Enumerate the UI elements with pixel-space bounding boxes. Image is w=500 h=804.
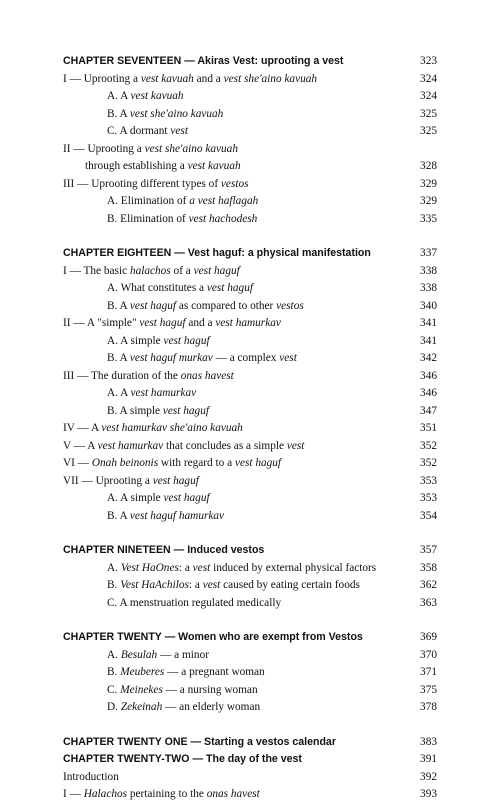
page-number: 338	[420, 264, 437, 277]
entry-title: D. Zekeinah — an elderly woman	[107, 701, 261, 713]
page-number: 362	[420, 579, 437, 591]
section-spacer	[63, 717, 437, 734]
page-number: 352	[420, 457, 437, 469]
page-number: 363	[420, 596, 437, 609]
toc-entry	[63, 263, 437, 281]
toc-entry	[63, 490, 437, 508]
entry-title: II — A "simple" vest haguf and a vest hamurkav	[63, 317, 281, 329]
chapter-heading	[63, 542, 437, 560]
page-number: 351	[420, 422, 437, 434]
table-of-contents	[63, 53, 437, 804]
entry-title: CHAPTER EIGHTEEN — Vest haguf: a physical manifestation	[63, 247, 371, 259]
entry-title: VII — Uprooting a vest haguf	[63, 474, 199, 487]
entry-title: I — Halachos pertaining to the onas havest	[63, 788, 260, 800]
entry-title: B. A vest she'aino kavuah	[107, 107, 224, 120]
entry-title: A. What constitutes a vest haguf	[107, 282, 253, 294]
entry-title: I — Uprooting a vest kavuah and a vest she'aino kavuah	[63, 72, 318, 85]
page-number: 370	[420, 648, 437, 661]
page-number: 340	[420, 299, 437, 312]
toc-entry	[63, 193, 437, 211]
toc-entry	[63, 123, 437, 141]
page-number: 325	[420, 125, 437, 137]
page-number: 378	[420, 701, 437, 713]
page-number: 338	[420, 282, 437, 294]
toc-entry	[63, 158, 437, 176]
toc-entry	[63, 595, 437, 613]
page-number: 375	[420, 683, 437, 696]
entry-title: B. Meuberes — a pregnant woman	[107, 666, 265, 678]
chapter-heading	[63, 53, 437, 71]
page-number: 354	[420, 509, 437, 522]
page-number: 352	[420, 439, 437, 452]
toc-entry	[63, 280, 437, 298]
page-number: 346	[420, 387, 437, 399]
entry-title: I — The basic halachos of a vest haguf	[63, 264, 240, 277]
toc-entry	[63, 385, 437, 403]
entry-title: through establishing a vest kavuah	[85, 160, 241, 172]
entry-title: III — The duration of the onas havest	[63, 369, 234, 382]
page-number: 329	[420, 177, 437, 190]
page-number: 371	[420, 666, 437, 678]
entry-title: II — Uprooting a vest she'aino kavuah	[63, 142, 238, 155]
toc-entry	[63, 438, 437, 456]
page-number: 324	[420, 72, 437, 85]
page-number: 391	[420, 753, 437, 765]
toc-entry	[63, 455, 437, 473]
page-number: 347	[420, 404, 437, 417]
page-number: 341	[420, 334, 437, 347]
entry-title: B. A simple vest haguf	[107, 404, 209, 417]
toc-entry	[63, 420, 437, 438]
page-number: 369	[420, 631, 437, 643]
section-spacer	[63, 612, 437, 629]
entry-title: CHAPTER TWENTY-TWO — The day of the vest	[63, 753, 302, 765]
page-number: 329	[420, 195, 437, 207]
page-number: 393	[420, 788, 437, 800]
toc-entry	[63, 298, 437, 316]
entry-title: A. Vest HaOnes: a vest induced by external physical factors	[107, 561, 377, 574]
toc-entry	[63, 699, 437, 717]
entry-title: CHAPTER TWENTY ONE — Starting a vestos calendar	[63, 735, 336, 748]
page-number: 383	[420, 735, 437, 748]
toc-entry	[63, 315, 437, 333]
page-number: 335	[420, 212, 437, 225]
toc-entry	[63, 560, 437, 578]
toc-entry	[63, 88, 437, 106]
toc-entry	[63, 106, 437, 124]
page-number: 323	[420, 55, 437, 67]
page-number: 358	[420, 561, 437, 574]
toc-entry	[63, 333, 437, 351]
toc-entry	[63, 141, 437, 159]
entry-title: B. Elimination of vest hachodesh	[107, 212, 258, 225]
entry-title: B. Vest HaAchilos: a vest caused by eating certain foods	[107, 579, 360, 591]
entry-title: C. A dormant vest	[107, 125, 188, 137]
entry-title: VI — Onah beinonis with regard to a vest haguf	[63, 457, 282, 469]
section-spacer	[63, 525, 437, 542]
page-number: 357	[420, 544, 437, 556]
entry-title: A. A vest kavuah	[107, 90, 184, 102]
entry-title: B. A vest haguf hamurkav	[107, 509, 225, 522]
chapter-heading	[63, 751, 437, 769]
toc-entry	[63, 176, 437, 194]
page-number: 353	[420, 492, 437, 504]
entry-title: CHAPTER SEVENTEEN — Akiras Vest: uprooting a vest	[63, 55, 344, 67]
entry-title: A. Besulah — a minor	[107, 648, 209, 661]
toc-entry	[63, 647, 437, 665]
toc-entry	[63, 769, 437, 787]
toc-entry	[63, 577, 437, 595]
toc-entry	[63, 368, 437, 386]
toc-entry	[63, 664, 437, 682]
section-spacer	[63, 228, 437, 245]
entry-title: A. A simple vest haguf	[107, 492, 210, 504]
toc-entry	[63, 786, 437, 804]
page-number: 346	[420, 369, 437, 382]
entry-title: C. Meinekes — a nursing woman	[107, 683, 258, 696]
entry-title: CHAPTER TWENTY — Women who are exempt from Vestos	[63, 631, 363, 643]
page-number: 324	[420, 90, 437, 102]
toc-entry	[63, 71, 437, 89]
toc-entry	[63, 350, 437, 368]
page-number: 342	[420, 352, 437, 364]
entry-title: V — A vest hamurkav that concludes as a simple vest	[63, 439, 305, 452]
entry-title: C. A menstruation regulated medically	[107, 596, 282, 609]
entry-title: B. A vest haguf murkav — a complex vest	[107, 352, 297, 364]
chapter-heading	[63, 734, 437, 752]
page-number: 392	[420, 770, 437, 783]
page-number: 337	[420, 247, 437, 259]
page-number: 328	[420, 160, 437, 172]
entry-title: IV — A vest hamurkav she'aino kavuah	[63, 422, 243, 434]
page-number: 341	[420, 317, 437, 329]
chapter-heading	[63, 245, 437, 263]
entry-title: III — Uprooting different types of vestos	[63, 177, 249, 190]
page-number: 353	[420, 474, 437, 487]
entry-title: A. A vest hamurkav	[107, 387, 197, 399]
entry-title: CHAPTER NINETEEN — Induced vestos	[63, 544, 265, 556]
toc-entry	[63, 508, 437, 526]
page-number: 325	[420, 107, 437, 120]
entry-title: B. A vest haguf as compared to other vestos	[107, 299, 304, 312]
toc-entry	[63, 473, 437, 491]
entry-title: A. A simple vest haguf	[107, 334, 210, 347]
toc-entry	[63, 403, 437, 421]
entry-title: A. Elimination of a vest haflagah	[107, 195, 259, 207]
toc-entry	[63, 682, 437, 700]
toc-entry	[63, 211, 437, 229]
chapter-heading	[63, 629, 437, 647]
entry-title: Introduction	[63, 770, 119, 783]
